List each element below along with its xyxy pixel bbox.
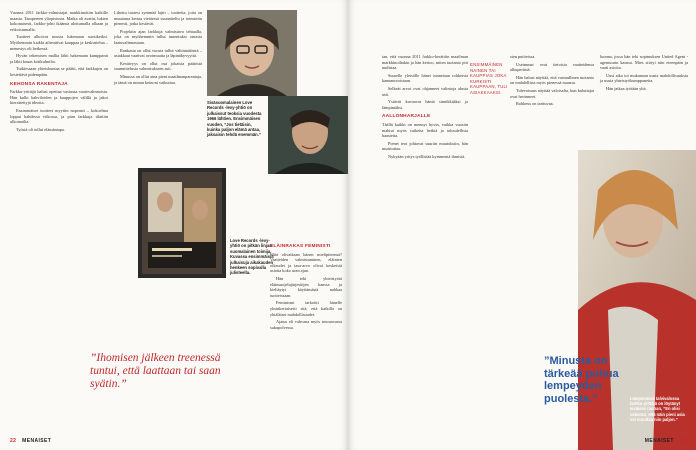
pull-quote: ”Minusta on tärkeää puhua lempeyden puolesta.” (544, 355, 619, 405)
folio-right (645, 438, 686, 444)
paragraph: Nykyään yritys työllistää kymmeniä ihmisiä. (388, 153, 466, 159)
magazine-name: MENAISET (22, 438, 52, 444)
left-column-3 (270, 240, 342, 332)
right-column-1 (382, 54, 468, 162)
magazine-name: MENAISET (644, 438, 674, 444)
paragraph: Minussa on ollut aina pieni maailmanparantaja, ja tämä on minun keinoni vaikuttaa. (114, 73, 202, 85)
paragraph: Useimmat ovat tietoisia vaatteidensa alkuperästä. (510, 61, 594, 73)
paragraph: Kestävyys on ollut osa jokaista päätöstä suunnittelusta valmistukseen asti. (114, 60, 202, 72)
paragraph: Hyvän tekemisen mallia lähti hakemaan kumppanit ja lähti kauas kotikulmilta. (10, 53, 108, 64)
portrait-photo-middle (268, 96, 348, 174)
paragraph: Työstä oli tullut elämäntapa. (16, 126, 65, 132)
paragraph: Hän teki yhteistyötä eläinsuojelujärjestöjen kanssa ja kieltäytyi käyttämästä nahkaa tuotteissaan. (270, 275, 342, 298)
paragraph: Hän halusi näyttää, että vastuullinen tuotanto on mahdollista myös pienessä maassa. (510, 74, 594, 86)
paragraph: Tutkiessaan yhteiskuntaa se päätti, että farkkujen on kestettävä pidempään. (10, 66, 108, 77)
left-column-2 (114, 10, 202, 87)
portrait-photo-top (207, 10, 297, 96)
paragraph: Ajatus eli vahvana myös seuraavassa sukupolvessa. (270, 319, 342, 330)
paragraph: Rohkeus on tarttuvaa. (516, 101, 554, 107)
folio-left (10, 438, 51, 444)
paragraph: Suurelle yleisölle hänet tunnetaan rohkeista kannanotoistaan. (382, 72, 468, 84)
paragraph: tan, että vuonna 2011 farkko-kerättiin maailman markkinoiltakin ja hän kertoo, miten tuotanto piti uudistaa. (382, 54, 468, 71)
paragraph: Ystävät kuvaavat häntä sinnikkääksi ja lämpimäksi. (382, 99, 468, 110)
paragraph: Ensimmäiset tuotteet myytiin nopeasti – kokoelma loppui kahdessa viikossa, ja pian farkkuja tilattiin ulkomailta. (10, 107, 108, 125)
paragraph: Uusi aika toi mukanaan uusia mahdollisuuksia ja uusia yhteistyökumppaneita. (600, 72, 688, 84)
left-column-1 (10, 10, 108, 134)
section-heading: AALLONHARJALLE (382, 114, 431, 120)
right-column-2 (510, 54, 594, 109)
page-number: 23 (679, 438, 686, 444)
paragraph: Pienet teot johtavat suuriin muutoksiin, hän muistuttaa. (382, 140, 468, 152)
section-heading: KEHONSA RAKENTAJA (10, 81, 68, 87)
page-number: 22 (10, 438, 17, 444)
paragraph: Hän jatkaa työtään yhä. (606, 85, 647, 91)
paragraph: Täällä kaikki on mennyt hyvin, vaikka vuosiin mahtui myös vaikeita hetkiä ja taloudellisia haasteita. (382, 121, 468, 139)
photo-caption-top: Sisäsuomalainen Love Records -levy-yhtiö on julkaissut teoksia vuodesta 1966 lähtien. Ensimmäisen vuoden, ”Jos tietäisin, kuinka paljon elämä antaa, jaksaisin tehdä enemmän.” (207, 100, 262, 138)
side-note: ENSIMMÄINEN NAINEN TAI KAUPPIAS JOKA KURKISTI KAUPPAAN, TULI ASIAKKAAKSI. (470, 62, 508, 95)
paragraph: Farkku-yrittäjä halusi opettaa vastuuta vaatevalinnoista. Hän kulki kahviloiden ja kauppojen välillä ja jakoi kierrätettyjä ideoita. (10, 89, 108, 106)
paragraph: Selkeät arvot ovat ohjanneet valintoja alusta asti. (382, 85, 468, 97)
section-heading: ELÄINRAKAS FEMINISTI (270, 244, 331, 249)
hero-photo-caption: Lämpimässä talvivalossa farkku-yrittäjä on löytänyt sisäisen rauhan, ”En olisi uskonut, että näin pieni asia voi muuttaa niin paljon.” (630, 396, 685, 422)
paragraph: Rankasta on ollut vuosia tullut välttämätöntä – asiakkaat vaativat avoimuutta ja läpinäkyvyyttä. (114, 47, 202, 59)
paragraph: Tulevaisuus näyttää valoisalta, kun kuluttajat ovat heränneet. (510, 87, 594, 99)
paragraph: Mitä olivatkaan hänen mielipiteensä? Vaatteiden valmistaminen, eläinten oikeudet ja tasa-arvo olivat keskeisiä asioita koko uran ajan. (270, 251, 342, 274)
paragraph: Tuotteet alkoivat nousta lukemaan suosikeiksi. Myöhemmin kaikki aiheuttivat kauppaa ja keskustelua – menestys oli hetkessä. (10, 34, 108, 51)
paragraph: Feminismi tarkoitti hänelle yksinkertaisesti sitä, että kaikilla on yhtäläiset mahdollisuudet. (270, 300, 342, 317)
paragraph: luonna, jossa hän teki sopimuksen United Agent -agentuurin kanssa. Mies siirtyi niin eteenpäin ja vaati asioita. (600, 54, 688, 71)
right-column-3 (600, 54, 688, 94)
album-cover-photo (138, 168, 226, 278)
pull-quote: ”Ihomisen jälkeen treenessä tuntui, että laattaan tai saan syätin.” (90, 352, 221, 390)
paragraph: Lihottu tuotesi syntmää lajtti – tuotteita, joita on muutama kertaa vietäessä suunniteltu ja toteutettu pienesti, jotka kestävät. (114, 10, 202, 27)
photo-caption-album: Love Records -levy-yhtiö on pitkän linjan suomalainen toimija. Kuvassa ensimmäisiä julkaisuja aikakauden henkeen sopivalla julisteella. (230, 238, 274, 276)
paragraph: Vuonna 2011 farkko-valmistajat markkinoitiin kaikille maasta. Tampereen yliopistosta. Matka oli avattu, lukien kokonaisesti, farkko-johti ikäänsä ulottumalla olkaan ja erikoistumalla. (10, 10, 108, 32)
paragraph: Projektin ajan farkkuja valmistava tehtaalla, joka on myöhemmin tullut tunnetuksi omasta laatuvalinnastaan. (114, 28, 202, 45)
right-page (348, 0, 696, 450)
paragraph: sten puitteissa. (510, 54, 536, 59)
